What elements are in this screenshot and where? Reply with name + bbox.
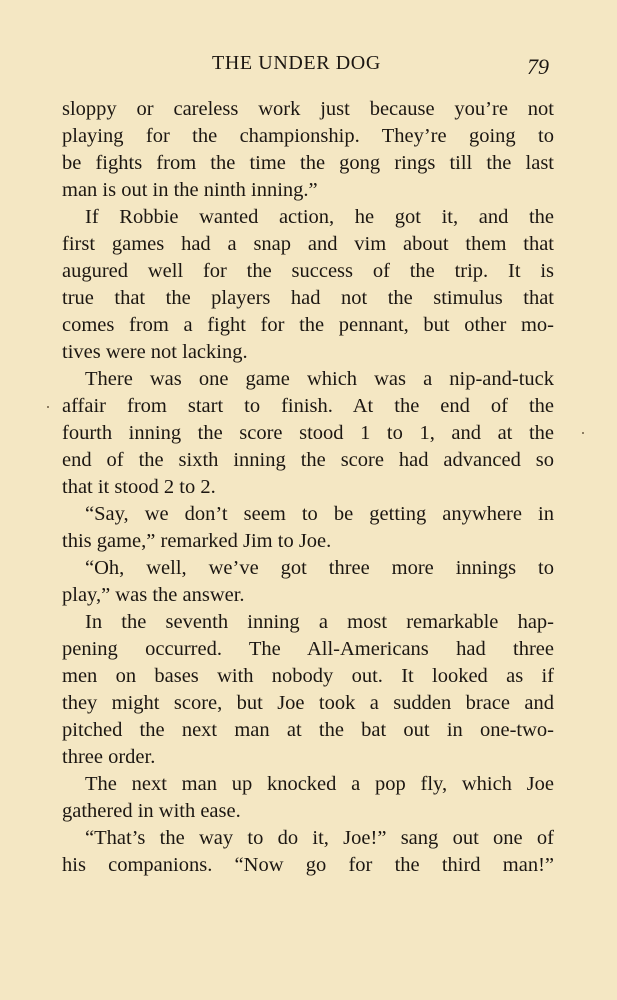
- text-line: this game,” remarked Jim to Joe.: [62, 530, 332, 552]
- text-line: men on bases with nobody out. It looked as if: [62, 665, 554, 687]
- running-head-title: THE UNDER DOG: [212, 52, 381, 74]
- text-line: first games had a snap and vim about them that: [62, 233, 554, 255]
- text-line: “Say, we don’t seem to be getting anywhere in: [85, 503, 554, 525]
- text-line: playing for the championship. They’re going to: [62, 125, 554, 147]
- text-line: There was one game which was a nip-and-tuck: [85, 368, 554, 390]
- body-text: [62, 96, 554, 879]
- text-line: pening occurred. The All-Americans had three: [62, 638, 554, 660]
- text-line: “Oh, well, we’ve got three more innings to: [85, 557, 554, 579]
- text-line: his companions. “Now go for the third man!”: [62, 854, 554, 876]
- text-line: gathered in with ease.: [62, 800, 241, 822]
- text-line: pitched the next man at the bat out in one-two-: [62, 719, 554, 741]
- text-line: If Robbie wanted action, he got it, and the: [85, 206, 554, 228]
- text-line: augured well for the success of the trip. It is: [62, 260, 554, 282]
- text-line: be fights from the time the gong rings till the last: [62, 152, 554, 174]
- margin-speck: [582, 432, 584, 434]
- running-head: [0, 48, 617, 82]
- text-line: end of the sixth inning the score had advanced so: [62, 449, 554, 471]
- text-line: three order.: [62, 746, 156, 768]
- text-line: affair from start to finish. At the end of the: [62, 395, 554, 417]
- text-line: play,” was the answer.: [62, 584, 245, 606]
- text-line: “That’s the way to do it, Joe!” sang out one of: [85, 827, 554, 849]
- text-line: man is out in the ninth inning.”: [62, 179, 318, 201]
- margin-speck: [47, 406, 49, 408]
- page-number: 79: [527, 54, 549, 79]
- text-line: The next man up knocked a pop fly, which Joe: [85, 773, 554, 795]
- text-line: fourth inning the score stood 1 to 1, and at the: [62, 422, 554, 444]
- text-line: sloppy or careless work just because you’re not: [62, 98, 554, 120]
- text-line: true that the players had not the stimulus that: [62, 287, 554, 309]
- text-line: In the seventh inning a most remarkable hap-: [85, 611, 554, 633]
- text-line: comes from a fight for the pennant, but other mo-: [62, 314, 554, 336]
- text-line: that it stood 2 to 2.: [62, 476, 216, 498]
- text-line: they might score, but Joe took a sudden brace and: [62, 692, 554, 714]
- text-line: tives were not lacking.: [62, 341, 248, 363]
